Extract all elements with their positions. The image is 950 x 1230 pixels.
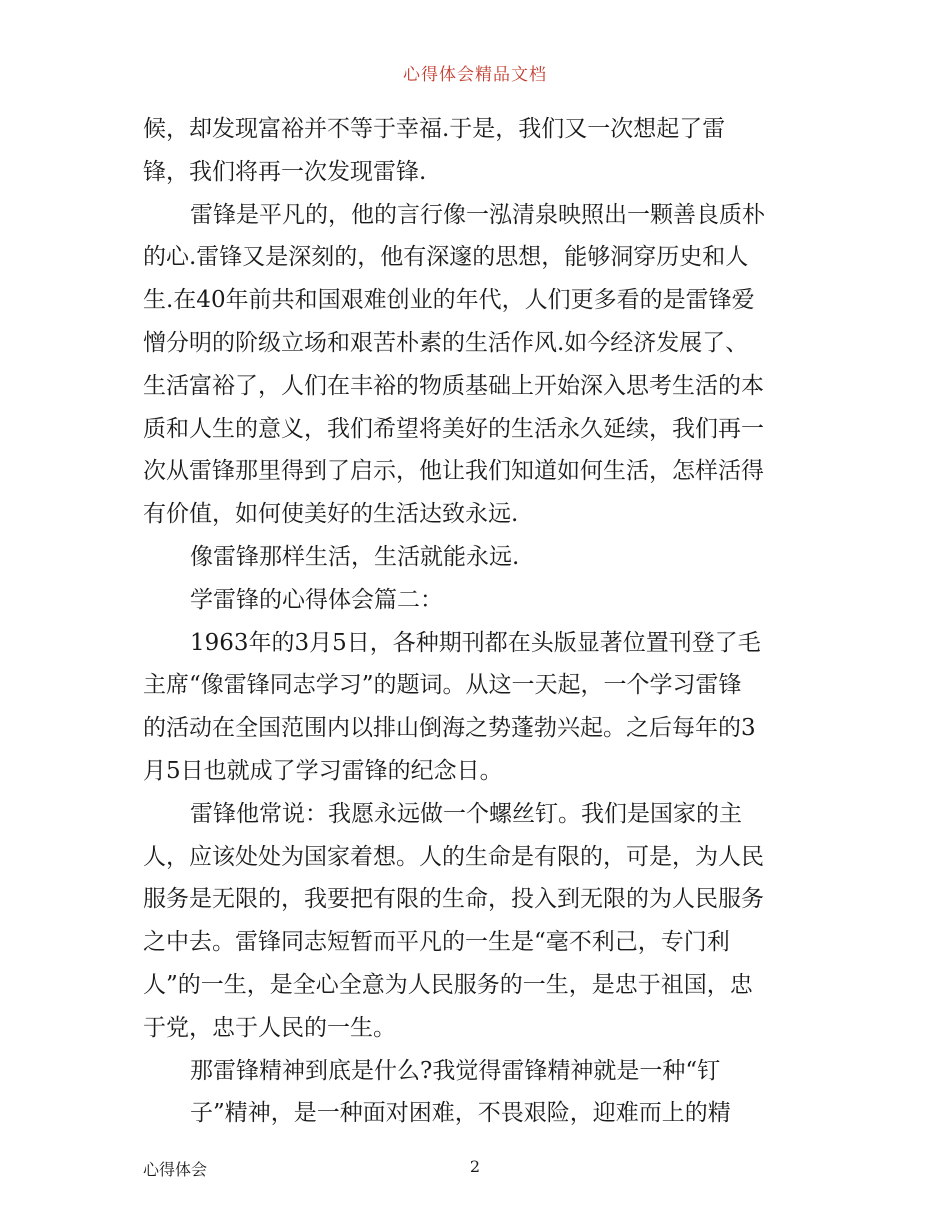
text-line: 那雷锋精神到底是什么?我觉得雷锋精神就是一种“钉 xyxy=(190,1057,721,1084)
text-line: 人”的一生，是全心全意为人民服务的一生，是忠于祖国，忠 xyxy=(143,971,753,998)
text-line: 生活富裕了，人们在丰裕的物质基础上开始深入思考生活的本 xyxy=(143,372,764,399)
footer-label: 心得体会 xyxy=(143,1160,208,1179)
text-line: 锋，我们将再一次发现雷锋. xyxy=(143,158,427,185)
text-line: 的心.雷锋又是深刻的，他有深邃的思想，能够洞穿历史和人 xyxy=(143,244,749,271)
text-line: 的活动在全国范围内以排山倒海之势蓬勃兴起。之后每年的3 xyxy=(143,715,756,742)
page-number: 2 xyxy=(469,1157,481,1176)
text-line: 子”精神，是一种面对困难，不畏艰险，迎难而上的精 xyxy=(190,1100,731,1127)
text-line: 雷锋他常说：我愿永远做一个螺丝钉。我们是国家的主 xyxy=(190,800,742,827)
text-line: 像雷锋那样生活，生活就能永远. xyxy=(190,543,520,570)
text-line: 月5日也就成了学习雷锋的纪念日。 xyxy=(143,757,503,784)
text-line: 生.在40年前共和国艰难创业的年代，人们更多看的是雷锋爱 xyxy=(143,287,755,314)
text-line: 1963年的3月5日，各种期刊都在头版显著位置刊登了毛 xyxy=(190,629,761,656)
text-line: 次从雷锋那里得到了启示，他让我们知道如何生活，怎样活得 xyxy=(143,458,764,485)
text-line: 候，却发现富裕并不等于幸福.于是，我们又一次想起了雷 xyxy=(143,116,726,142)
text-line: 主席“像雷锋同志学习”的题词。从这一天起，一个学习雷锋 xyxy=(143,672,742,699)
text-line: 服务是无限的，我要把有限的生命，投入到无限的为人民服务 xyxy=(143,886,764,913)
text-line: 雷锋是平凡的，他的言行像一泓清泉映照出一颗善良质朴 xyxy=(190,201,765,228)
text-line: 质和人生的意义，我们希望将美好的生活永久延续，我们再一 xyxy=(143,415,764,442)
text-line: 于党，忠于人民的一生。 xyxy=(143,1014,396,1041)
text-line: 憎分明的阶级立场和艰苦朴素的生活作风.如今经济发展了、 xyxy=(143,329,749,356)
text-line: 人，应该处处为国家着想。人的生命是有限的，可是，为人民 xyxy=(143,843,764,870)
text-line: 之中去。雷锋同志短暂而平凡的一生是“毫不利己，专门利 xyxy=(143,929,730,956)
text-line: 有价值，如何使美好的生活达致永远. xyxy=(143,501,519,528)
document-body xyxy=(143,108,815,1135)
page-header-title: 心得体会精品文档 xyxy=(403,65,547,85)
section-heading: 学雷锋的心得体会篇二： xyxy=(190,586,443,613)
